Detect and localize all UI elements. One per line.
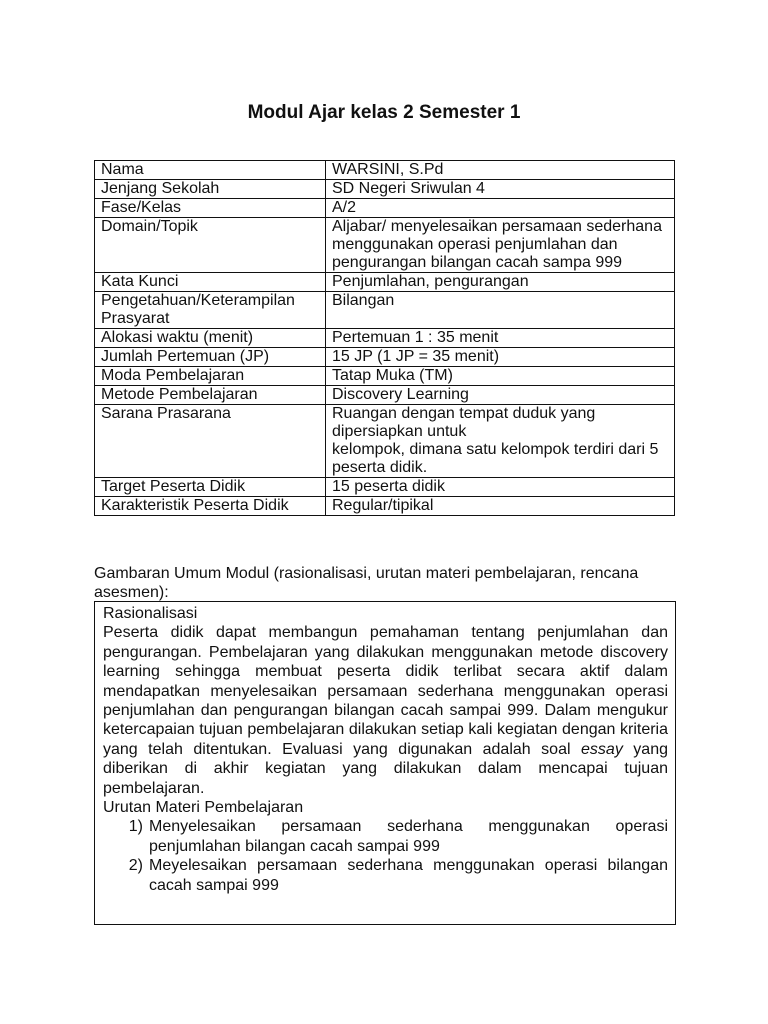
info-row [95,329,675,348]
info-value-line: WARSINI, S.Pd [332,161,444,178]
page-title: Modul Ajar kelas 2 Semester 1 [247,102,521,123]
info-label: Alokasi waktu (menit) [95,329,326,348]
info-row [95,199,675,218]
info-value-line: 15 peserta didik [332,478,445,495]
info-value-line: Penjumlahan, pengurangan [332,273,529,290]
info-row [95,161,675,180]
info-label: Kata Kunci [95,273,326,292]
urutan-item-number: 2) [128,857,143,875]
info-value-line: 15 JP (1 JP = 35 menit) [332,348,500,365]
info-label: Karakteristik Peserta Didik [95,497,326,516]
info-row [95,367,675,386]
info-row [95,348,675,367]
info-value [326,367,675,386]
rasionalisasi-text-part2: yang diberikan di akhir kegiatan yang dilakukan dalam mencapai tujuan pembelajaran. [103,740,668,797]
info-value [326,478,675,497]
rasionalisasi-text [103,623,668,798]
info-value [326,218,675,273]
info-value [326,348,675,367]
info-label: Domain/Topik [95,218,326,273]
info-row [95,273,675,292]
info-label: Metode Pembelajaran [95,386,326,405]
urutan-item [103,856,668,895]
urutan-item-number: 1) [128,818,143,836]
info-value [326,292,675,329]
rasionalisasi-text-part1: Peserta didik dapat membangun pemahaman tentang penjumlahan dan pengurangan. Pembelajaran yang dilakukan menggunakan metode discovery learning sehingga membuat peserta didik terlibat secara aktif dalam mendapatkan menyelesaikan persamaan sederhana menggunakan operasi penjumlahan dan pengurangan bilangan cacah sampai 999. Dalam mengukur ketercapaian tujuan pembelajaran dilakukan setiap kali kegiatan dengan kriteria yang telah ditentukan. Evaluasi yang digunakan adalah soal [103,624,668,758]
urutan-list [103,817,668,895]
info-value-line: kelompok, dimana satu kelompok terdiri dari 5 peserta didik. [332,441,659,476]
info-value-line: Pertemuan 1 : 35 menit [332,329,499,346]
urutan-item-text: Menyelesaikan persamaan sederhana menggunakan operasi penjumlahan bilangan cacah sampai 999 [149,818,668,855]
info-value-line: menggunakan operasi penjumlahan dan [332,236,618,253]
info-value [326,405,675,478]
urutan-item-text: Meyelesaikan persamaan sederhana menggunakan operasi bilangan cacah sampai 999 [149,857,668,894]
info-row [95,386,675,405]
info-value [326,273,675,292]
info-value [326,386,675,405]
info-row [95,180,675,199]
info-value-line: Aljabar/ menyelesaikan persamaan sederhana [332,218,662,235]
rasionalisasi-essay: essay [581,740,623,758]
info-value-line: Discovery Learning [332,386,469,403]
info-label: Pengetahuan/Keterampilan Prasyarat [95,292,326,329]
info-value [326,199,675,218]
info-row [95,497,675,516]
info-value [326,497,675,516]
gambaran-heading: Gambaran Umum Modul (rasionalisasi, urutan materi pembelajaran, rencana asesmen): [94,565,639,601]
info-row [95,405,675,478]
info-value [326,180,675,199]
info-row [95,292,675,329]
info-value [326,161,675,180]
info-value [326,329,675,348]
rasionalisasi-heading: Rasionalisasi [103,605,198,622]
info-value-line: Bilangan [332,292,395,309]
info-row [95,478,675,497]
info-value-line: A/2 [332,199,357,216]
info-value-line: Ruangan dengan tempat duduk yang dipersiapkan untuk [332,405,596,440]
info-label: Moda Pembelajaran [95,367,326,386]
info-value-line: Regular/tipikal [332,497,434,514]
info-value-line: Tatap Muka (TM) [332,367,453,384]
info-label: Target Peserta Didik [95,478,326,497]
info-label: Jenjang Sekolah [95,180,326,199]
urutan-item [103,817,668,856]
info-label: Sarana Prasarana [95,405,326,478]
info-label: Nama [95,161,326,180]
urutan-heading: Urutan Materi Pembelajaran [103,799,304,817]
gambaran-box [94,601,676,925]
info-label: Fase/Kelas [95,199,326,218]
info-table [94,160,675,516]
info-label: Jumlah Pertemuan (JP) [95,348,326,367]
info-row [95,218,675,273]
info-value-line: pengurangan bilangan cacah sampa 999 [332,254,623,271]
info-value-line: SD Negeri Sriwulan 4 [332,180,485,197]
